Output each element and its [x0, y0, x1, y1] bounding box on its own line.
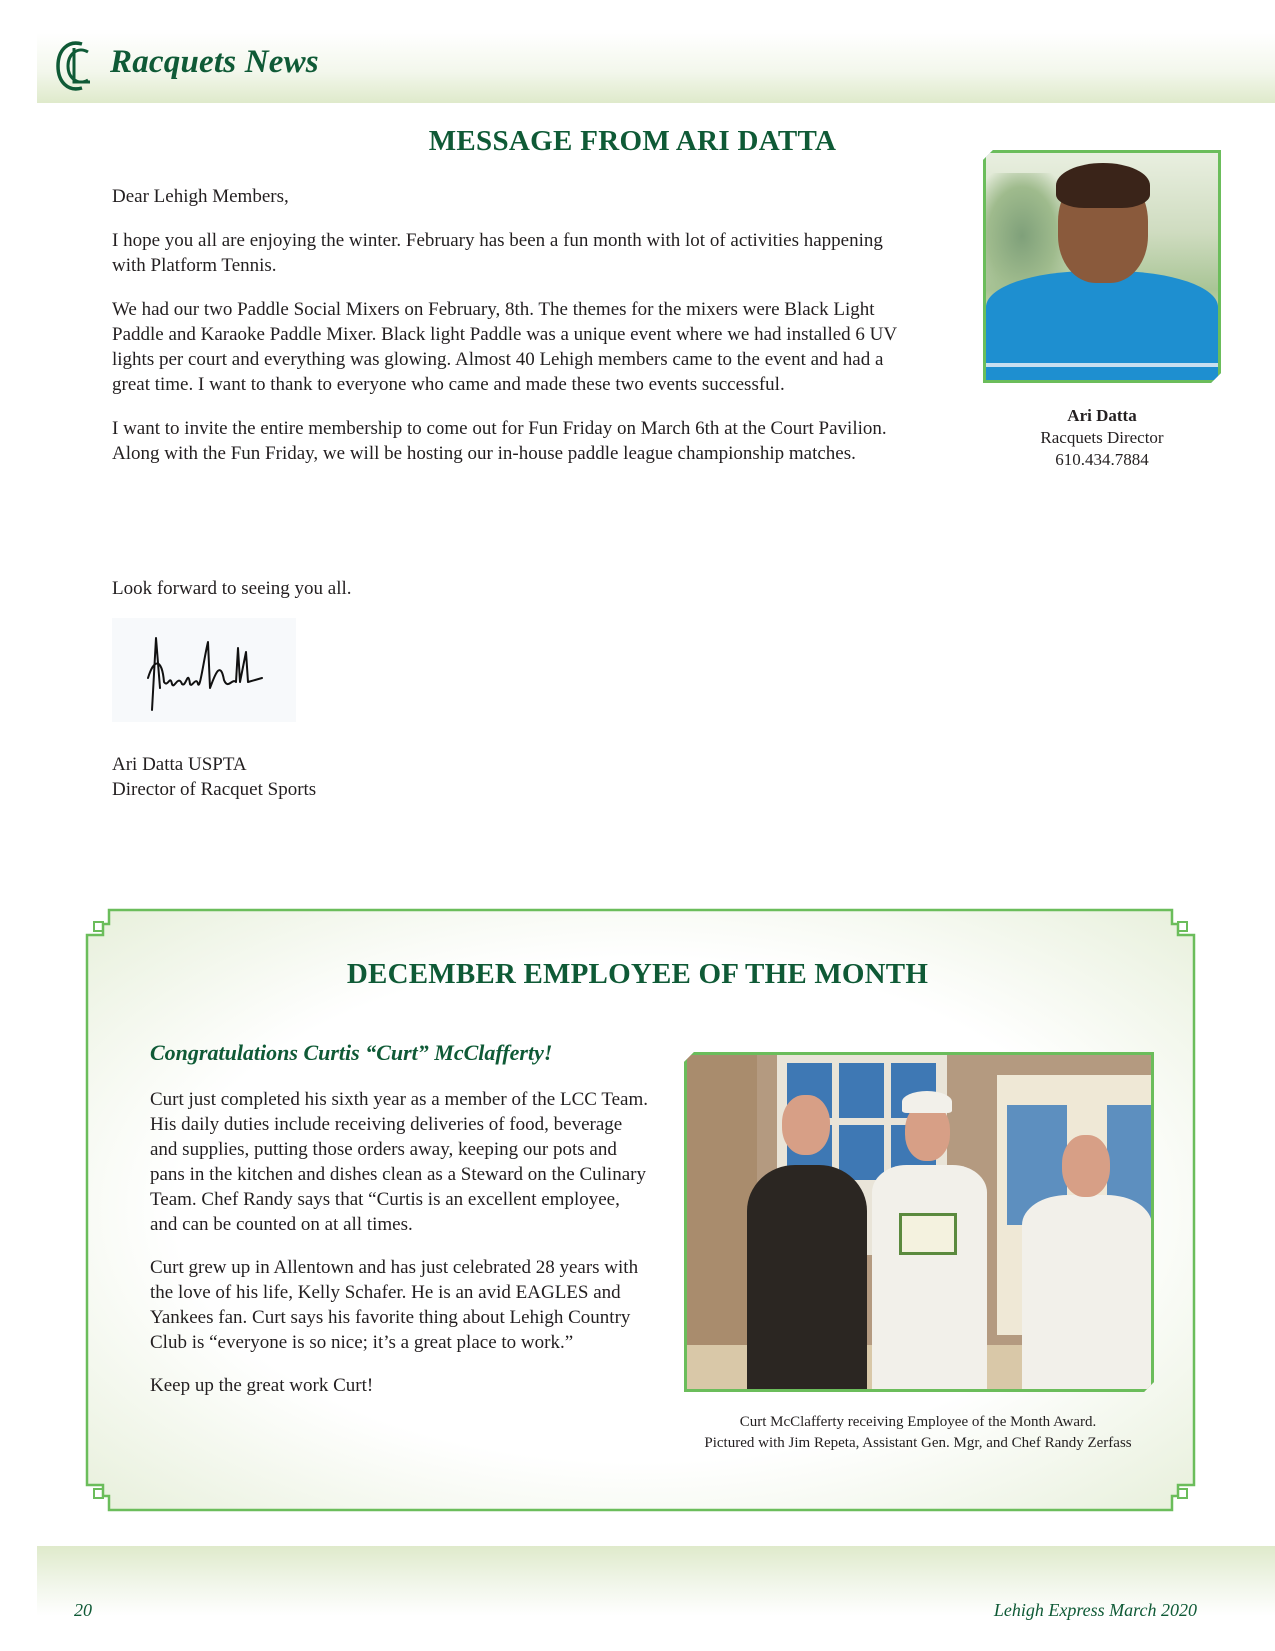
photo-caption-line-2: Pictured with Jim Repeta, Assistant Gen. Mgr, and Chef Randy Zerfass [704, 1435, 1132, 1451]
signer-title: Director of Racquet Sports [112, 779, 317, 800]
photo-caption-line-1: Curt McClafferty receiving Employee of the Month Award. [739, 1414, 1097, 1430]
portrait-photo [983, 150, 1221, 383]
signature-icon [112, 618, 296, 722]
letter-paragraph: We had our two Paddle Social Mixers on February, 8th. The themes for the mixers were Black Light Paddle and Karaoke Paddle Mixer. Black light Paddle was a unique event where we had installed 6 UV lights per court and everything was glowing. Almost 40 Lehigh members came to the event and had a great time. I want to thank to everyone who came and made these two events successful. [112, 299, 897, 395]
employee-heading: DECEMBER EMPLOYEE OF THE MONTH [346, 958, 929, 990]
message-heading-text: MESSAGE FROM ARI DATTA [428, 125, 837, 157]
signer-name: Ari Datta USPTA [112, 754, 247, 775]
letter-paragraph: I want to invite the entire membership to come out for Fun Friday on March 6th at the Court Pavilion. Along with the Fun Friday, we will be hosting our in-house paddle league championship matches. [112, 418, 887, 464]
signer-block [112, 752, 316, 802]
employee-subheading: Congratulations Curtis “Curt” McClafferty! [150, 1040, 553, 1065]
publication-title: Lehigh Express March 2020 [993, 1600, 1197, 1620]
page-number: 20 [74, 1600, 92, 1620]
employee-paragraph: Keep up the great work Curt! [150, 1375, 374, 1396]
letter-body [112, 184, 912, 485]
portrait-title: Racquets Director [1040, 428, 1164, 447]
lcc-monogram-icon [52, 38, 94, 94]
portrait-caption [983, 405, 1221, 471]
award-photo [684, 1052, 1154, 1392]
signature-image [112, 618, 296, 722]
portrait-name: Ari Datta [1067, 406, 1137, 425]
letter-paragraph: I hope you all are enjoying the winter. February has been a fun month with lot of activities happening with Platform Tennis. [112, 230, 883, 276]
employee-paragraph: Curt just completed his sixth year as a member of the LCC Team. His daily duties include receiving deliveries of food, beverage and supplies, putting those orders away, keeping our pots and pans in the kitchen and dishes clean as a Steward on the Culinary Team. Chef Randy says that “Curtis is an excellent employee, and can be counted on at all times. [150, 1089, 649, 1235]
certificate [899, 1213, 957, 1255]
salutation: Dear Lehigh Members, [112, 186, 289, 207]
employee-body [150, 1087, 650, 1416]
photo-caption [668, 1412, 1168, 1454]
employee-paragraph: Curt grew up in Allentown and has just celebrated 28 years with the love of his life, Kelly Schafer. He is an avid EAGLES and Yankees fan. Curt says his favorite thing about Lehigh Country Club is “everyone is so nice; it’s a great place to work.” [150, 1257, 639, 1353]
letter-closing: Look forward to seeing you all. [112, 578, 352, 599]
section-title: Racquets News [110, 44, 319, 80]
portrait-phone: 610.434.7884 [1055, 450, 1149, 469]
